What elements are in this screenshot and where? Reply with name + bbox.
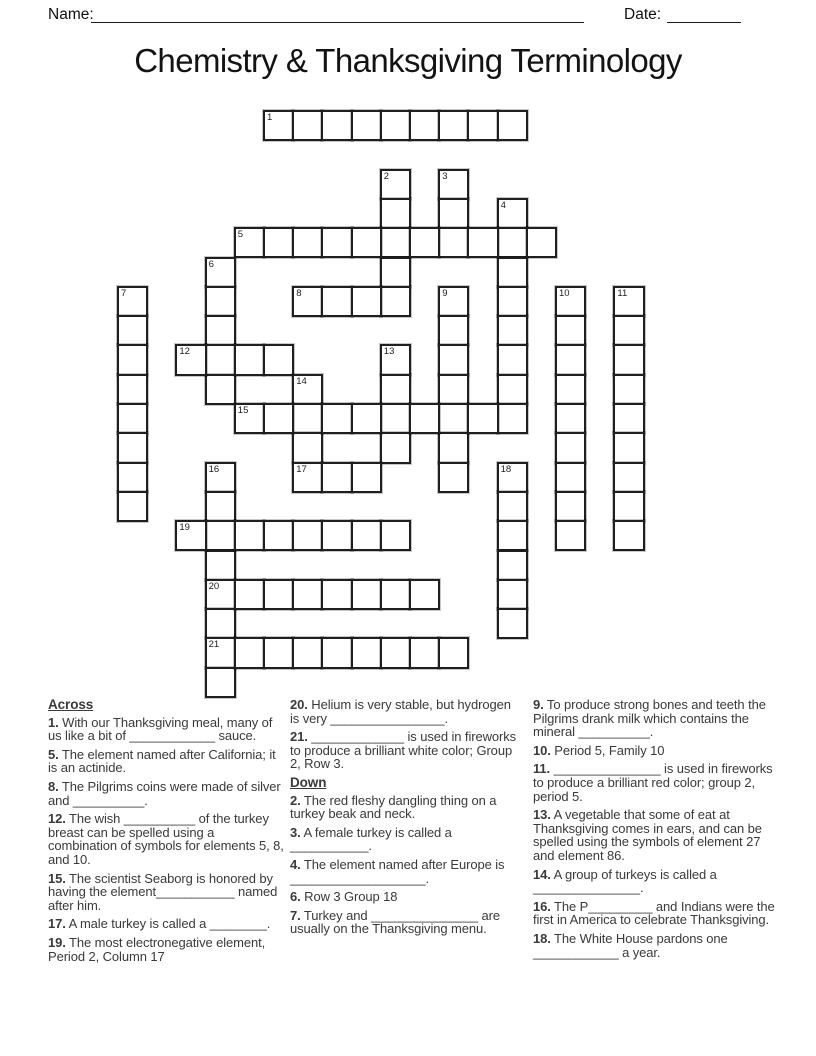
- clue-number: 2.: [290, 792, 301, 808]
- grid-cell[interactable]: [292, 462, 323, 493]
- clue-column-3: [533, 698, 781, 964]
- grid-cell[interactable]: [555, 286, 586, 317]
- grid-cell[interactable]: [321, 286, 352, 317]
- grid-cell[interactable]: [438, 374, 469, 405]
- grid-cell[interactable]: [263, 637, 294, 668]
- grid-cell[interactable]: [175, 344, 206, 375]
- grid-cell[interactable]: [497, 491, 528, 522]
- grid-cell[interactable]: [438, 286, 469, 317]
- grid-cell[interactable]: [438, 198, 469, 229]
- grid-cell[interactable]: [409, 579, 440, 610]
- grid-cell[interactable]: [438, 637, 469, 668]
- grid-cell[interactable]: [497, 257, 528, 288]
- grid-cell[interactable]: [263, 520, 294, 551]
- grid-cell[interactable]: [263, 227, 294, 258]
- clue-column-2: [290, 698, 523, 941]
- grid-cell[interactable]: [234, 520, 265, 551]
- clue-16: 16. The P_________ and Indians were the first in America to celebrate Thanksgiving.: [533, 898, 775, 928]
- clue-6: 6. Row 3 Group 18: [290, 889, 398, 905]
- cell-number: 15: [237, 405, 249, 416]
- cell-number: 14: [296, 375, 307, 387]
- grid-cell[interactable]: [351, 403, 382, 434]
- clue-number: 1.: [48, 714, 59, 730]
- date-fill-line: [667, 6, 741, 23]
- cell-number: 3: [442, 170, 448, 182]
- grid-cell[interactable]: [292, 520, 323, 551]
- cell-number: 21: [208, 639, 220, 651]
- grid-cell[interactable]: [205, 315, 236, 346]
- grid-cell[interactable]: [497, 110, 528, 141]
- name-label: Name:: [48, 6, 94, 23]
- clue-19: 19. The most electronegative element, Period 2, Column 17: [48, 934, 266, 964]
- cell-number: 17: [296, 463, 307, 475]
- grid-cell[interactable]: [555, 344, 586, 375]
- grid-cell[interactable]: [555, 403, 586, 434]
- grid-cell[interactable]: [497, 403, 528, 434]
- grid-cell[interactable]: [497, 462, 528, 493]
- grid-cell[interactable]: [234, 227, 265, 258]
- cell-number: 1: [267, 112, 273, 123]
- cell-number: 10: [559, 287, 570, 299]
- grid-cell[interactable]: [117, 432, 148, 463]
- grid-cell[interactable]: [117, 491, 148, 522]
- clue-14: 14. A group of turkeys is called a _______________.: [533, 866, 717, 896]
- clue-17: 17. A male turkey is called a ________.: [48, 916, 271, 932]
- clue-1: 1. With our Thanksgiving meal, many of us like a bit of ____________ sauce.: [48, 714, 273, 744]
- grid-cell[interactable]: [613, 462, 644, 493]
- grid-cell[interactable]: [292, 286, 323, 317]
- cell-number: 4: [500, 199, 506, 211]
- clue-5: 5. The element named after California; it is an actinide.: [48, 746, 276, 776]
- page-title: Chemistry & Thanksgiving Terminology: [134, 42, 682, 79]
- grid-cell[interactable]: [380, 227, 411, 258]
- clue-10: 10. Period 5, Family 10: [533, 742, 665, 758]
- grid-cell[interactable]: [321, 520, 352, 551]
- grid-cell[interactable]: [409, 403, 440, 434]
- cell-number: 18: [500, 463, 512, 475]
- grid-cell[interactable]: [234, 637, 265, 668]
- grid-cell[interactable]: [613, 286, 644, 317]
- grid-cell[interactable]: [438, 432, 469, 463]
- grid-cell[interactable]: [117, 344, 148, 375]
- clue-number: 11.: [533, 761, 551, 777]
- grid-cell[interactable]: [467, 110, 498, 141]
- clue-8: 8. The Pilgrims coins were made of silver and __________.: [48, 778, 281, 808]
- grid-cell[interactable]: [467, 403, 498, 434]
- grid-cell[interactable]: [321, 462, 352, 493]
- clue-number: 19.: [48, 934, 66, 950]
- grid-cell[interactable]: [613, 403, 644, 434]
- grid-cell[interactable]: [234, 344, 265, 375]
- grid-cell[interactable]: [321, 227, 352, 258]
- clue-number: 4.: [290, 856, 301, 872]
- grid-cell[interactable]: [351, 227, 382, 258]
- grid-cell[interactable]: [205, 579, 236, 610]
- cell-number: 8: [296, 287, 302, 299]
- grid-cell[interactable]: [438, 462, 469, 493]
- grid-cell[interactable]: [292, 110, 323, 141]
- grid-cell[interactable]: [555, 491, 586, 522]
- grid-cell[interactable]: [380, 520, 411, 551]
- date-label: Date:: [624, 6, 662, 23]
- grid-cell[interactable]: [555, 462, 586, 493]
- grid-cell[interactable]: [263, 344, 294, 375]
- grid-cell[interactable]: [175, 520, 206, 551]
- grid-cell[interactable]: [321, 110, 352, 141]
- grid-cell[interactable]: [292, 637, 323, 668]
- grid-cell[interactable]: [438, 403, 469, 434]
- grid-cell[interactable]: [409, 110, 440, 141]
- grid-cell[interactable]: [613, 344, 644, 375]
- grid-cell[interactable]: [497, 286, 528, 317]
- grid-cell[interactable]: [497, 227, 528, 258]
- cell-number: 19: [179, 522, 190, 534]
- grid-cell[interactable]: [351, 462, 382, 493]
- grid-cell[interactable]: [613, 491, 644, 522]
- grid-cell[interactable]: [351, 286, 382, 317]
- cell-number: 16: [208, 463, 220, 475]
- grid-cell[interactable]: [380, 344, 411, 375]
- grid-cell[interactable]: [351, 579, 382, 610]
- cell-number: 5: [237, 229, 244, 241]
- grid-cell[interactable]: [497, 198, 528, 229]
- grid-cell[interactable]: [497, 608, 528, 639]
- grid-cell[interactable]: [205, 667, 236, 698]
- grid-cell[interactable]: [117, 315, 148, 346]
- grid-cell[interactable]: [205, 374, 236, 405]
- clue-number: 10.: [533, 742, 551, 758]
- grid-cell[interactable]: [380, 374, 411, 405]
- grid-cell[interactable]: [205, 462, 236, 493]
- clue-number: 3.: [290, 824, 301, 840]
- grid-cell[interactable]: [205, 286, 236, 317]
- grid-cell[interactable]: [234, 579, 265, 610]
- grid-cell[interactable]: [380, 286, 411, 317]
- down-header: Down: [290, 774, 327, 790]
- grid-cell[interactable]: [117, 374, 148, 405]
- across-header: Across: [48, 697, 94, 712]
- clue-column-1: [48, 698, 284, 968]
- grid-cell[interactable]: [380, 257, 411, 288]
- grid-cell[interactable]: [526, 227, 557, 258]
- clue-number: 16.: [533, 898, 551, 914]
- cell-number: 13: [383, 346, 395, 358]
- grid-cell[interactable]: [497, 344, 528, 375]
- grid-cell[interactable]: [292, 403, 323, 434]
- grid-cell[interactable]: [380, 169, 411, 200]
- clue-21: 21. _____________ is used in fireworks to produce a brilliant white color; Group 2, Row 3.: [290, 729, 517, 772]
- grid-cell[interactable]: [438, 344, 469, 375]
- clue-18: 18. The White House pardons one ____________ a year.: [533, 930, 728, 960]
- grid-cell[interactable]: [321, 637, 352, 668]
- grid-cell[interactable]: [497, 579, 528, 610]
- grid-cell[interactable]: [205, 637, 236, 668]
- grid-cell[interactable]: [321, 579, 352, 610]
- cell-number: 2: [383, 170, 390, 182]
- grid-cell[interactable]: [351, 520, 382, 551]
- cell-number: 20: [208, 580, 220, 592]
- grid-cell[interactable]: [555, 520, 586, 551]
- grid-cell[interactable]: [292, 432, 323, 463]
- grid-cell[interactable]: [613, 315, 644, 346]
- clue-number: 20.: [290, 697, 308, 712]
- grid-cell[interactable]: [380, 579, 411, 610]
- grid-cell[interactable]: [351, 110, 382, 141]
- grid-cell[interactable]: [555, 315, 586, 346]
- clue-11: 11. _______________ is used in fireworks to produce a brilliant red color; group 2, period 5.: [533, 761, 773, 804]
- name-fill-line: [91, 6, 584, 23]
- grid-cell[interactable]: [555, 432, 586, 463]
- grid-cell[interactable]: [613, 520, 644, 551]
- clue-number: 7.: [290, 907, 301, 923]
- grid-cell[interactable]: [380, 637, 411, 668]
- cell-number: 9: [442, 287, 448, 299]
- grid-cell[interactable]: [351, 637, 382, 668]
- grid-cell[interactable]: [438, 315, 469, 346]
- clue-number: 21.: [290, 729, 308, 745]
- clue-9: 9. To produce strong bones and teeth the Pilgrims drank milk which contains the mineral __________.: [533, 697, 766, 740]
- grid-cell[interactable]: [380, 198, 411, 229]
- grid-cell[interactable]: [205, 608, 236, 639]
- grid-cell[interactable]: [205, 344, 236, 375]
- grid-cell[interactable]: [555, 374, 586, 405]
- grid-cell[interactable]: [438, 169, 469, 200]
- grid-cell[interactable]: [205, 550, 236, 581]
- grid-cell[interactable]: [205, 520, 236, 551]
- clue-12: 12. The wish __________ of the turkey breast can be spelled using a combination of symbols for elements 5, 8, and 10.: [48, 811, 284, 867]
- clue-7: 7. Turkey and _______________ are usually on the Thanksgiving menu.: [290, 907, 500, 937]
- clue-number: 18.: [533, 930, 551, 946]
- grid-cell[interactable]: [117, 462, 148, 493]
- grid-cell[interactable]: [380, 110, 411, 141]
- clue-15: 15. The scientist Seaborg is honored by having the element___________ named after him.: [48, 870, 278, 913]
- grid-cell[interactable]: [117, 403, 148, 434]
- grid-cell[interactable]: [438, 110, 469, 141]
- grid-cell[interactable]: [380, 403, 411, 434]
- grid-cell[interactable]: [497, 550, 528, 581]
- clue-number: 9.: [533, 697, 544, 712]
- grid-cell[interactable]: [321, 403, 352, 434]
- grid-cell[interactable]: [292, 374, 323, 405]
- clue-number: 14.: [533, 866, 551, 882]
- grid-cell[interactable]: [613, 432, 644, 463]
- cell-number: 6: [208, 258, 214, 270]
- cell-number: 11: [617, 287, 628, 299]
- clue-4: 4. The element named after Europe is ___________________.: [290, 856, 505, 886]
- grid-cell[interactable]: [497, 374, 528, 405]
- cell-number: 12: [179, 346, 190, 358]
- clue-number: 8.: [48, 778, 59, 794]
- cell-number: 7: [121, 287, 127, 299]
- grid-cell[interactable]: [117, 286, 148, 317]
- clue-number: 12.: [48, 811, 66, 827]
- grid-cell[interactable]: [467, 227, 498, 258]
- grid-cell[interactable]: [613, 374, 644, 405]
- clue-2: 2. The red fleshy dangling thing on a turkey beak and neck.: [290, 792, 497, 822]
- clue-number: 5.: [48, 746, 59, 762]
- grid-cell[interactable]: [497, 520, 528, 551]
- clue-number: 17.: [48, 916, 66, 932]
- clue-20: 20. Helium is very stable, but hydrogen is very ________________.: [290, 697, 511, 726]
- grid-cell[interactable]: [234, 403, 265, 434]
- clue-number: 6.: [290, 889, 301, 905]
- grid-cell[interactable]: [205, 491, 236, 522]
- grid-cell[interactable]: [263, 110, 294, 141]
- grid-cell[interactable]: [497, 315, 528, 346]
- grid-cell[interactable]: [263, 579, 294, 610]
- grid-cell[interactable]: [380, 432, 411, 463]
- grid-cell[interactable]: [292, 579, 323, 610]
- grid-cell[interactable]: [263, 403, 294, 434]
- grid-cell[interactable]: [438, 227, 469, 258]
- grid-cell[interactable]: [409, 637, 440, 668]
- clue-3: 3. A female turkey is called a ___________.: [290, 824, 452, 854]
- grid-cell[interactable]: [292, 227, 323, 258]
- grid-cell[interactable]: [409, 227, 440, 258]
- grid-cell[interactable]: [205, 257, 236, 288]
- clue-13: 13. A vegetable that some of eat at Thanksgiving comes in ears, and can be spelled using the symbols of element 27 and element 86.: [533, 807, 762, 863]
- clue-number: 13.: [533, 807, 551, 823]
- clue-number: 15.: [48, 870, 66, 886]
